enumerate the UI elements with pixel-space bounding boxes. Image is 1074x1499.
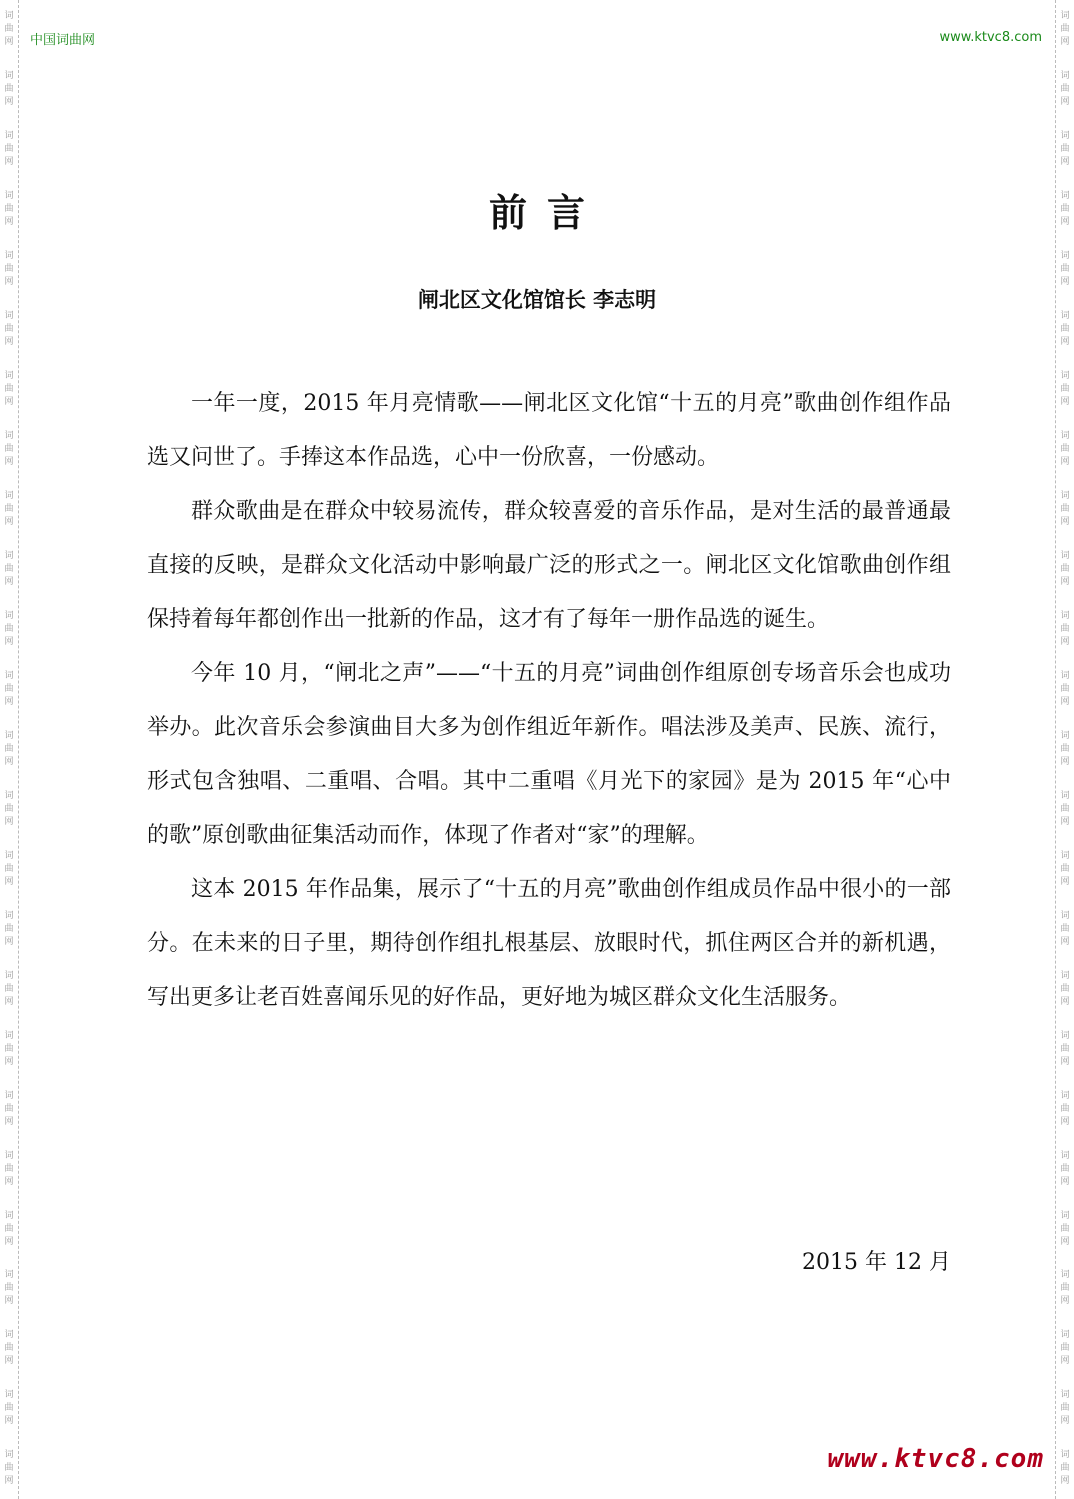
watermark-char: 曲 <box>1060 384 1070 395</box>
watermark-char: 曲 <box>1060 264 1070 275</box>
watermark-group <box>4 719 13 779</box>
watermark-char: 网 <box>1060 217 1070 228</box>
watermark-char: 网 <box>1060 337 1070 348</box>
watermark-char: 词 <box>4 910 14 921</box>
watermark-group <box>4 480 13 540</box>
watermark-char: 词 <box>4 131 14 142</box>
watermark-group <box>4 1139 13 1199</box>
watermark-char: 曲 <box>1060 324 1070 335</box>
watermark-char: 曲 <box>4 624 14 634</box>
watermark-group <box>1060 899 1069 959</box>
watermark-char: 曲 <box>1060 1163 1070 1174</box>
watermark-char: 词 <box>4 611 14 621</box>
paragraph-2: 群众歌曲是在群众中较易流传，群众较喜爱的音乐作品，是对生活的最普通最直接的反映，是群众文化活动中影响最广泛的形式之一。闸北区文化馆歌曲创作组保持着每年都创作出一批新的作品，这才有了每年一册作品选的诞生。 <box>147 499 951 632</box>
watermark-char: 曲 <box>4 84 14 95</box>
watermark-char: 网 <box>4 37 14 48</box>
watermark-char: 曲 <box>1060 624 1070 634</box>
watermark-group <box>1060 1079 1069 1139</box>
watermark-char: 词 <box>1060 1270 1070 1281</box>
watermark-char: 曲 <box>1060 743 1070 754</box>
watermark-group <box>1060 1319 1069 1379</box>
watermark-group <box>1060 0 1069 60</box>
watermark-char: 曲 <box>4 1103 14 1114</box>
watermark-char: 词 <box>1060 1210 1070 1221</box>
watermark-group <box>1060 1139 1069 1199</box>
watermark-char: 曲 <box>4 1403 14 1414</box>
header-site-name[interactable]: 中国词曲网 <box>30 33 96 48</box>
paragraph-4: 这本 2015 年作品集，展示了“十五的月亮”歌曲创作组成员作品中很小的一部分。在未来的日子里，期待创作组扎根基层、放眼时代，抓住两区合并的新机遇，写出更多让老百姓喜闻乐见的好作品，更好地为城区群众文化生活服务。 <box>147 877 951 1010</box>
watermark-char: 词 <box>4 790 14 801</box>
watermark-char: 词 <box>1060 1030 1070 1041</box>
watermark-char: 网 <box>4 1476 14 1487</box>
watermark-char: 词 <box>1060 431 1070 442</box>
watermark-char: 词 <box>1060 551 1070 562</box>
watermark-char: 网 <box>1060 1236 1070 1247</box>
watermark-char: 词 <box>1060 191 1070 202</box>
watermark-char: 网 <box>1060 1176 1070 1187</box>
watermark-char: 曲 <box>1060 504 1070 515</box>
watermark-char: 曲 <box>1060 1283 1070 1294</box>
watermark-char: 网 <box>1060 637 1070 647</box>
author-line: 闸北区文化馆馆长 李志明 <box>417 288 657 312</box>
watermark-char: 网 <box>1060 457 1070 468</box>
watermark-char: 词 <box>4 371 14 382</box>
watermark-char: 网 <box>1060 157 1070 168</box>
page-title: 前言 <box>488 191 605 235</box>
watermark-char: 网 <box>1060 517 1070 528</box>
watermark-char: 词 <box>4 1390 14 1401</box>
watermark-group <box>1060 60 1069 120</box>
watermark-char: 网 <box>4 1176 14 1187</box>
watermark-group <box>1060 659 1069 719</box>
watermark-char: 网 <box>4 876 14 887</box>
watermark-char: 词 <box>4 850 14 861</box>
watermark-char: 网 <box>1060 1296 1070 1307</box>
watermark-group <box>4 60 13 120</box>
watermark-group <box>4 600 13 660</box>
watermark-char: 网 <box>4 337 14 348</box>
watermark-char: 网 <box>4 277 14 288</box>
watermark-char: 曲 <box>4 324 14 335</box>
watermark-char: 词 <box>4 1270 14 1281</box>
paragraph-1: 一年一度，2015 年月亮情歌——闸北区文化馆“十五的月亮”歌曲创作组作品选又问世了。手捧这本作品选，心中一份欣喜，一份感动。 <box>147 391 951 470</box>
watermark-char: 网 <box>1060 996 1070 1007</box>
watermark-group <box>1060 1019 1069 1079</box>
watermark-group <box>4 779 13 839</box>
watermark-group <box>4 1439 13 1499</box>
watermark-char: 词 <box>4 1030 14 1041</box>
watermark-char: 曲 <box>4 1163 14 1174</box>
watermark-group <box>1060 420 1069 480</box>
watermark-char: 网 <box>4 1296 14 1307</box>
watermark-char: 网 <box>4 1416 14 1427</box>
watermark-char: 词 <box>1060 131 1070 142</box>
watermark-char: 曲 <box>1060 144 1070 155</box>
watermark-group <box>1060 540 1069 600</box>
watermark-char: 网 <box>4 996 14 1007</box>
watermark-char: 曲 <box>1060 1463 1070 1474</box>
body-text <box>147 377 951 1025</box>
watermark-char: 词 <box>4 311 14 322</box>
watermark-char: 曲 <box>4 384 14 395</box>
watermark-char: 曲 <box>1060 683 1070 694</box>
watermark-char: 词 <box>1060 1330 1070 1341</box>
watermark-char: 词 <box>4 551 14 562</box>
watermark-char: 词 <box>4 730 14 741</box>
watermark-char: 曲 <box>1060 863 1070 874</box>
watermark-char: 网 <box>4 457 14 468</box>
watermark-char: 网 <box>4 696 14 707</box>
watermark-char: 词 <box>1060 1090 1070 1101</box>
watermark-char: 网 <box>1060 816 1070 827</box>
watermark-char: 词 <box>1060 910 1070 921</box>
watermark-char: 网 <box>1060 277 1070 288</box>
watermark-char: 曲 <box>1060 84 1070 95</box>
watermark-char: 曲 <box>4 204 14 215</box>
watermark-char: 网 <box>4 1356 14 1367</box>
watermark-char: 曲 <box>4 564 14 575</box>
paragraph-3: 今年 10 月，“闸北之声”——“十五的月亮”词曲创作组原创专场音乐会也成功举办。此次音乐会参演曲目大多为创作组近年新作。唱法涉及美声、民族、流行，形式包含独唱、二重唱、合唱。其中二重唱《月光下的家园》是为 2015 年“心中的歌”原创歌曲征集活动而作，体现了作者对“家”的理解。 <box>147 661 951 848</box>
watermark-group <box>1060 1379 1069 1439</box>
watermark-char: 网 <box>4 936 14 947</box>
watermark-char: 网 <box>1060 1116 1070 1127</box>
watermark-char: 词 <box>1060 970 1070 981</box>
watermark-group <box>4 959 13 1019</box>
watermark-char: 曲 <box>4 504 14 515</box>
watermark-char: 词 <box>1060 71 1070 82</box>
watermark-char: 网 <box>4 1116 14 1127</box>
watermark-char: 曲 <box>4 1043 14 1054</box>
watermark-char: 曲 <box>4 24 14 35</box>
watermark-char: 曲 <box>4 1223 14 1234</box>
watermark-group <box>1060 779 1069 839</box>
watermark-char: 网 <box>4 157 14 168</box>
watermark-char: 曲 <box>1060 564 1070 575</box>
watermark-group <box>1060 1199 1069 1259</box>
watermark-char: 曲 <box>4 1463 14 1474</box>
watermark-char: 曲 <box>4 1283 14 1294</box>
watermark-char: 曲 <box>4 923 14 934</box>
watermark-char: 词 <box>4 970 14 981</box>
watermark-char: 网 <box>1060 577 1070 588</box>
watermark-char: 曲 <box>4 803 14 814</box>
watermark-group <box>1060 120 1069 180</box>
watermark-char: 曲 <box>4 983 14 994</box>
watermark-char: 曲 <box>1060 1223 1070 1234</box>
watermark-char: 词 <box>1060 11 1070 22</box>
header-site-url[interactable]: www.ktvc8.com <box>939 30 1042 45</box>
watermark-group <box>4 1199 13 1259</box>
watermark-char: 词 <box>4 71 14 82</box>
watermark-char: 词 <box>4 1150 14 1161</box>
watermark-group <box>4 899 13 959</box>
watermark-char: 词 <box>4 491 14 502</box>
watermark-group <box>1060 480 1069 540</box>
watermark-char: 词 <box>1060 251 1070 262</box>
watermark-char: 网 <box>1060 1356 1070 1367</box>
watermark-char: 曲 <box>4 1343 14 1354</box>
watermark-group <box>4 659 13 719</box>
watermark-char: 词 <box>4 1210 14 1221</box>
watermark-char: 网 <box>1060 1416 1070 1427</box>
watermark-char: 曲 <box>1060 24 1070 35</box>
watermark-char: 曲 <box>4 683 14 694</box>
watermark-char: 曲 <box>4 743 14 754</box>
watermark-char: 网 <box>1060 37 1070 48</box>
watermark-char: 曲 <box>1060 1043 1070 1054</box>
watermark-char: 网 <box>1060 397 1070 408</box>
watermark-group <box>4 360 13 420</box>
watermark-char: 词 <box>4 251 14 262</box>
watermark-char: 词 <box>4 1330 14 1341</box>
watermark-group <box>4 1259 13 1319</box>
watermark-char: 网 <box>1060 1056 1070 1067</box>
watermark-char: 网 <box>4 637 14 647</box>
watermark-char: 网 <box>4 217 14 228</box>
watermark-group <box>1060 839 1069 899</box>
watermark-char: 词 <box>4 191 14 202</box>
watermark-char: 网 <box>1060 876 1070 887</box>
watermark-char: 词 <box>4 11 14 22</box>
watermark-char: 词 <box>1060 1150 1070 1161</box>
watermark-char: 网 <box>4 577 14 588</box>
watermark-char: 网 <box>1060 756 1070 767</box>
watermark-group <box>4 120 13 180</box>
watermark-char: 网 <box>4 97 14 108</box>
watermark-char: 网 <box>4 517 14 528</box>
watermark-char: 曲 <box>1060 1343 1070 1354</box>
watermark-char: 曲 <box>1060 204 1070 215</box>
watermark-char: 曲 <box>1060 444 1070 455</box>
watermark-char: 词 <box>1060 311 1070 322</box>
watermark-char: 词 <box>1060 491 1070 502</box>
watermark-char: 曲 <box>1060 983 1070 994</box>
watermark-char: 曲 <box>4 863 14 874</box>
watermark-char: 曲 <box>1060 1103 1070 1114</box>
watermark-group <box>1060 1259 1069 1319</box>
watermark-char: 网 <box>1060 1476 1070 1487</box>
watermark-char: 网 <box>4 397 14 408</box>
watermark-char: 词 <box>1060 611 1070 621</box>
watermark-char: 曲 <box>1060 923 1070 934</box>
watermark-char: 曲 <box>4 444 14 455</box>
watermark-char: 曲 <box>4 144 14 155</box>
watermark-group <box>1060 600 1069 660</box>
watermark-group <box>4 1319 13 1379</box>
watermark-char: 词 <box>4 431 14 442</box>
watermark-group <box>1060 1439 1069 1499</box>
watermark-group <box>1060 719 1069 779</box>
watermark-char: 词 <box>1060 1390 1070 1401</box>
watermark-group <box>1060 360 1069 420</box>
watermark-char: 曲 <box>1060 803 1070 814</box>
watermark-group <box>4 1379 13 1439</box>
watermark-group <box>4 420 13 480</box>
watermark-char: 网 <box>1060 936 1070 947</box>
watermark-group <box>4 1079 13 1139</box>
watermark-char: 网 <box>4 816 14 827</box>
watermark-char: 曲 <box>4 264 14 275</box>
watermark-char: 词 <box>4 1450 14 1461</box>
watermark-char: 词 <box>1060 730 1070 741</box>
watermark-char: 词 <box>1060 1450 1070 1461</box>
footer-site-logo: www.ktvc8.com <box>827 1444 1044 1474</box>
watermark-char: 词 <box>1060 850 1070 861</box>
watermark-group <box>4 839 13 899</box>
watermark-char: 词 <box>1060 670 1070 681</box>
watermark-char: 网 <box>4 1236 14 1247</box>
watermark-char: 网 <box>4 756 14 767</box>
watermark-group <box>4 1019 13 1079</box>
document-date: 2015 年 12 月 <box>802 1250 951 1275</box>
watermark-group <box>1060 959 1069 1019</box>
watermark-char: 网 <box>4 1056 14 1067</box>
watermark-char: 曲 <box>1060 1403 1070 1414</box>
watermark-char: 词 <box>4 670 14 681</box>
watermark-char: 词 <box>1060 371 1070 382</box>
watermark-char: 词 <box>4 1090 14 1101</box>
watermark-char: 网 <box>1060 696 1070 707</box>
watermark-char: 网 <box>1060 97 1070 108</box>
watermark-group <box>4 0 13 60</box>
watermark-group <box>4 540 13 600</box>
watermark-char: 词 <box>1060 790 1070 801</box>
